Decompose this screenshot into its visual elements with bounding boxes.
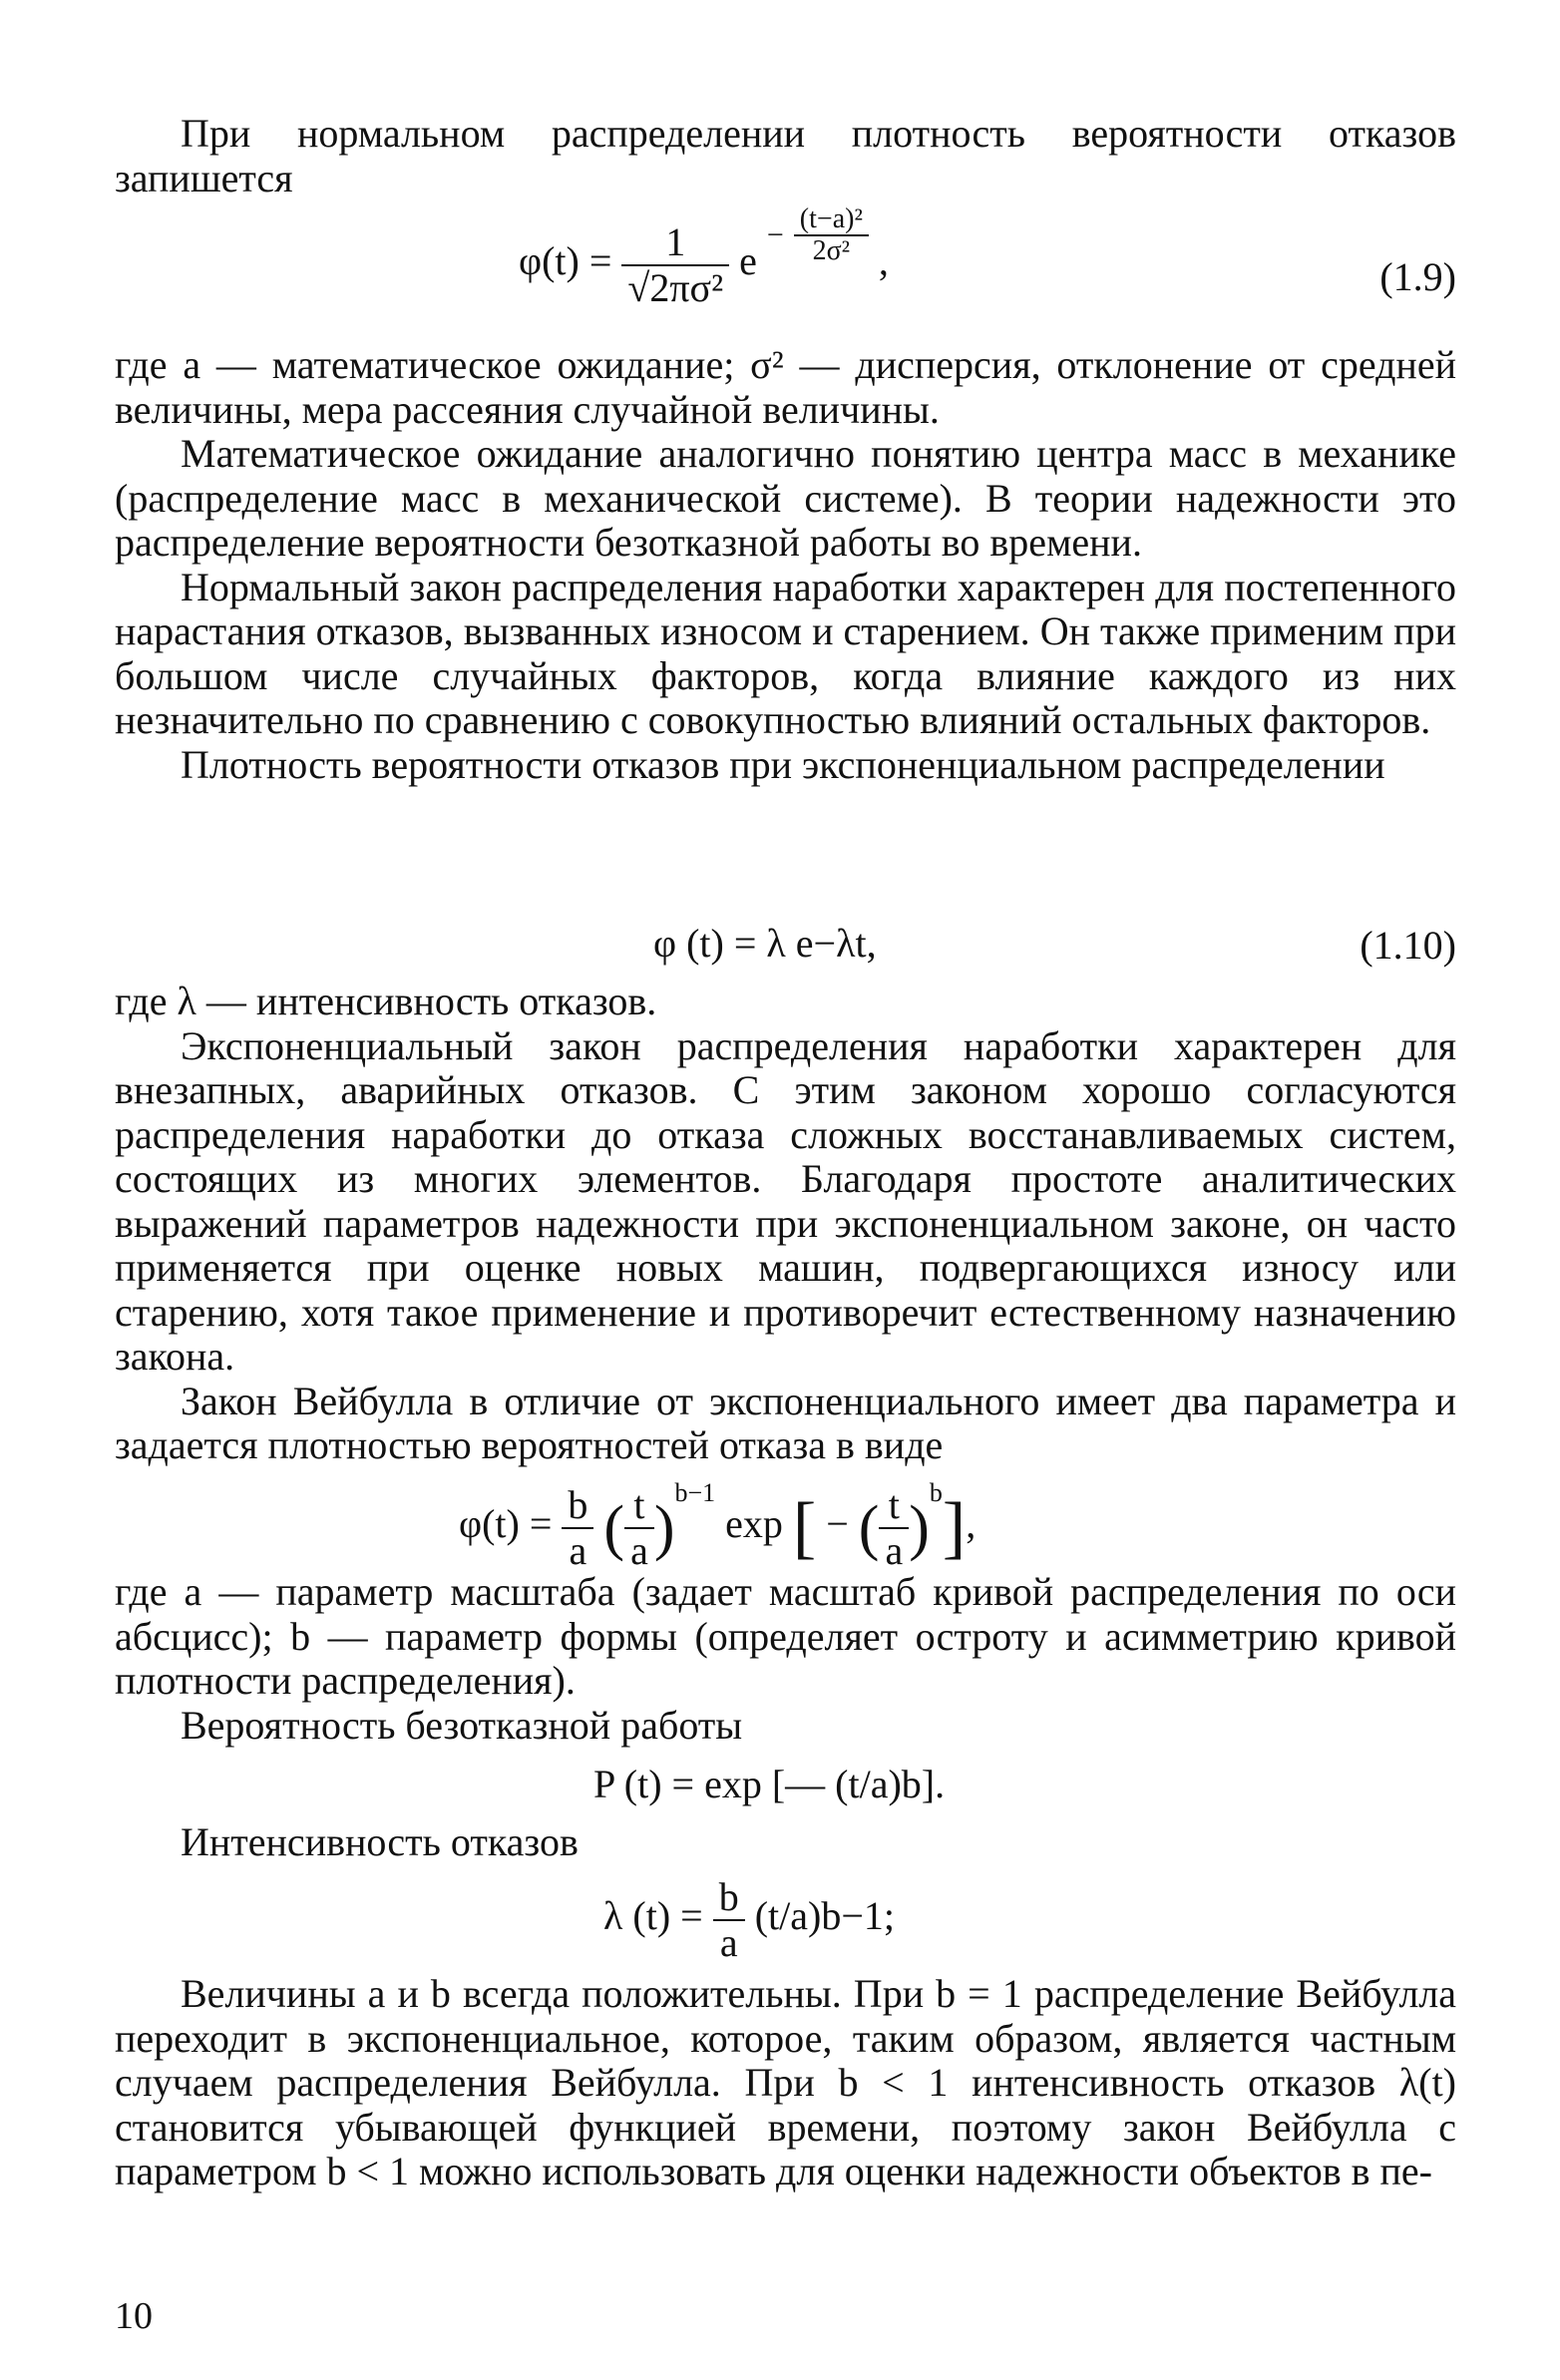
paren-close-2: ) bbox=[909, 1493, 930, 1562]
eq19-exp-num: (t−a)² bbox=[794, 204, 869, 236]
body-block-3 bbox=[115, 1570, 1456, 1748]
bracket-close: ] bbox=[942, 1488, 967, 1566]
weibull-t: t bbox=[624, 1483, 654, 1529]
weibull-tail: , bbox=[966, 1501, 976, 1546]
intro-paragraph bbox=[115, 112, 1456, 200]
where-definition-1: где a — математическое ожидание; σ² — дисперсия, отклонение от средней величины, мера рассеяния случайной величины. bbox=[115, 342, 1456, 432]
paren-open: ( bbox=[603, 1493, 625, 1562]
eq19-exponent bbox=[767, 204, 869, 266]
eq19-lhs: φ(t) = bbox=[519, 238, 612, 284]
paragraph-weibull-params: Величины a и b всегда положительны. При b = 1 распределение Вейбулла переходит в экспоненциальное, которое, таким образом, является частным случаем распределения Вейбулла. При b < 1 интенсивность отказов λ(t) становится убывающей функцией времени, поэтому закон Вейбулла с параметром b < 1 можно использовать для оценки надежности объектов в пе- bbox=[115, 1971, 1456, 2193]
weibull-frac-ta bbox=[624, 1483, 654, 1573]
eq19-exp-fraction bbox=[794, 204, 869, 266]
paragraph-normal-law: Нормальный закон распределения наработки характерен для постепенного нарастания отказов, вызванных износом и старением. Он также применим при большом числе случайных факторов, когда влияние каждого из них незначительно по сравнению с совокупностью влияний остальных факторов. bbox=[115, 564, 1456, 742]
eq19-e: e bbox=[739, 238, 757, 284]
where-definition-3: где a — параметр масштаба (задает масштаб кривой распределения по оси абсцисс); b — параметр формы (определяет остроту и асимметрию кривой плотности распределения). bbox=[115, 1569, 1456, 1703]
eq19-exp-sign: − bbox=[766, 218, 784, 252]
paragraph-reliability: Вероятность безотказной работы bbox=[181, 1702, 743, 1748]
paragraph-exp-density: Плотность вероятности отказов при экспоненциальном распределении bbox=[181, 741, 1385, 787]
eq19-numerator: 1 bbox=[621, 220, 729, 266]
paren-open-2: ( bbox=[858, 1493, 880, 1562]
body-block-2 bbox=[115, 980, 1456, 1468]
eq19-denominator: √2πσ² bbox=[627, 265, 724, 310]
weibull-minus: − bbox=[826, 1501, 849, 1546]
equation-1-10: φ (t) = λ e−λt, bbox=[653, 921, 877, 966]
paragraph-expectation: Математическое ожидание аналогично понятию центра масс в механике (распределение масс в механической системе). В теории надежности это распределение вероятности безотказной работы во времени. bbox=[115, 431, 1456, 565]
eq19-fraction bbox=[621, 220, 729, 310]
weibull-t-2: t bbox=[879, 1483, 909, 1529]
paren-close: ) bbox=[653, 1493, 675, 1562]
weibull-exp2: b bbox=[929, 1478, 943, 1507]
weibull-b: b bbox=[562, 1483, 593, 1529]
lambda-lhs: λ (t) = bbox=[603, 1893, 703, 1939]
paragraph-exp-law: Экспоненциальный закон распределения наработки характерен для внезапных, аварийных отказов. С этим законом хорошо согласуются распределения наработки до отказа сложных восстанавливаемых систем, состоящих из многих элементов. Благодаря простоте аналитических выражений параметров надежности при экспоненциальном законе, он часто применяется при оценке новых машин, подвергающихся износу или старению, хотя такое применение и противоречит естественному назначению закона. bbox=[115, 1022, 1456, 1379]
where-definition-2: где λ — интенсивность отказов. bbox=[115, 979, 657, 1023]
weibull-frac-ba bbox=[562, 1483, 593, 1573]
lambda-rhs: (t/a)b−1; bbox=[754, 1893, 896, 1939]
equation-1-9 bbox=[519, 204, 889, 310]
paragraph-weibull-intro: Закон Вейбулла в отличие от экспоненциального имеет два параметра и задается плотностью вероятностей отказа в виде bbox=[115, 1378, 1456, 1467]
intro-text: При нормальном распределении плотность вероятности отказов запишется bbox=[115, 111, 1456, 200]
paragraph-intensity: Интенсивность отказов bbox=[181, 1819, 579, 1864]
weibull-exp1: b−1 bbox=[674, 1478, 716, 1507]
weibull-exp-word: exp bbox=[725, 1501, 783, 1546]
bracket-open: [ bbox=[792, 1488, 817, 1566]
eq19-label: (1.9) bbox=[1379, 254, 1456, 299]
lambda-frac bbox=[713, 1875, 745, 1965]
weibull-a-2: a bbox=[630, 1527, 648, 1573]
weibull-frac-ta-2 bbox=[879, 1483, 909, 1573]
equation-intensity bbox=[603, 1875, 895, 1965]
weibull-a-3: a bbox=[885, 1527, 904, 1573]
lambda-b: b bbox=[713, 1875, 745, 1921]
body-block-4 bbox=[115, 1820, 1456, 1865]
body-block-5 bbox=[115, 1972, 1456, 2194]
page-number: 10 bbox=[115, 2295, 153, 2337]
lambda-a: a bbox=[719, 1920, 738, 1965]
weibull-a: a bbox=[569, 1527, 587, 1573]
body-block-1 bbox=[115, 343, 1456, 787]
eq19-tail: , bbox=[878, 238, 889, 284]
equation-weibull bbox=[459, 1471, 975, 1573]
eq110-label: (1.10) bbox=[1360, 923, 1456, 968]
weibull-lhs: φ(t) = bbox=[459, 1501, 553, 1546]
equation-reliability: P (t) = exp [— (t/a)b]. bbox=[593, 1762, 946, 1806]
eq19-exp-den: 2σ² bbox=[812, 235, 851, 266]
